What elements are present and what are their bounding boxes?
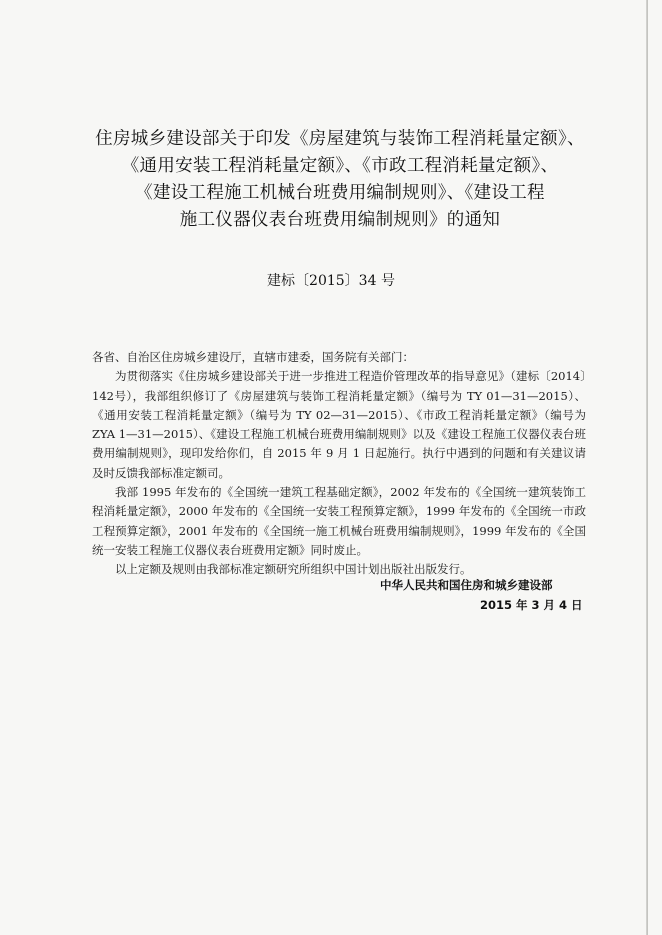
issue-date: 2015 年 3 月 4 日 (480, 598, 583, 612)
title-line: 《通用安装工程消耗量定额》、《市政工程消耗量定额》、 (121, 156, 559, 176)
notice-title (80, 126, 600, 234)
page-edge (646, 0, 648, 935)
document-number: 建标〔2015〕34 号 (267, 273, 395, 289)
title-line: 住房城乡建设部关于印发《房屋建筑与装饰工程消耗量定额》、 (95, 129, 585, 149)
addressee: 各省、自治区住房城乡建设厅，直辖市建委，国务院有关部门： (92, 350, 414, 364)
body-paragraph: 为贯彻落实《住房城乡建设部关于进一步推进工程造价管理改革的指导意见》（建标〔2014〕142号），我部组织修订了《房屋建筑与装饰工程消耗量定额》（编号为 TY 01—31—2015）、《通用安装工程消耗量定额》（编号为 TY 02—31—2015）、《市政工程消耗量定额》（编号为 ZYA 1—31—2015）、《建设工程施工机械台班费用编制规则》以及《建设工程施工仪器仪表台班费用编制规则》，现印发给你们，自 2015 年 9 月 1 日起施行。执行中遇到的问题和有关建议请及时反馈我部标准定额司。 (92, 369, 586, 480)
notice-body (92, 348, 586, 580)
title-line: 施工仪器仪表台班费用编制规则》的通知 (179, 210, 501, 230)
title-line: 《建设工程施工机械台班费用编制规则》、《建设工程 (135, 183, 545, 203)
body-paragraph: 我部 1995 年发布的《全国统一建筑工程基础定额》，2002 年发布的《全国统一建筑装饰工程消耗量定额》，2000 年发布的《全国统一安装工程预算定额》，1999 年发布的《全国统一市政工程预算定额》，2001 年发布的《全国统一施工机械台班费用编制规则》，1999 年发布的《全国统一安装工程施工仪器仪表台班费用定额》同时废止。 (92, 485, 586, 557)
signatory: 中华人民共和国住房和城乡建设部 (380, 578, 553, 592)
body-paragraph: 以上定额及规则由我部标准定额研究所组织中国计划出版社出版发行。 (115, 562, 472, 577)
